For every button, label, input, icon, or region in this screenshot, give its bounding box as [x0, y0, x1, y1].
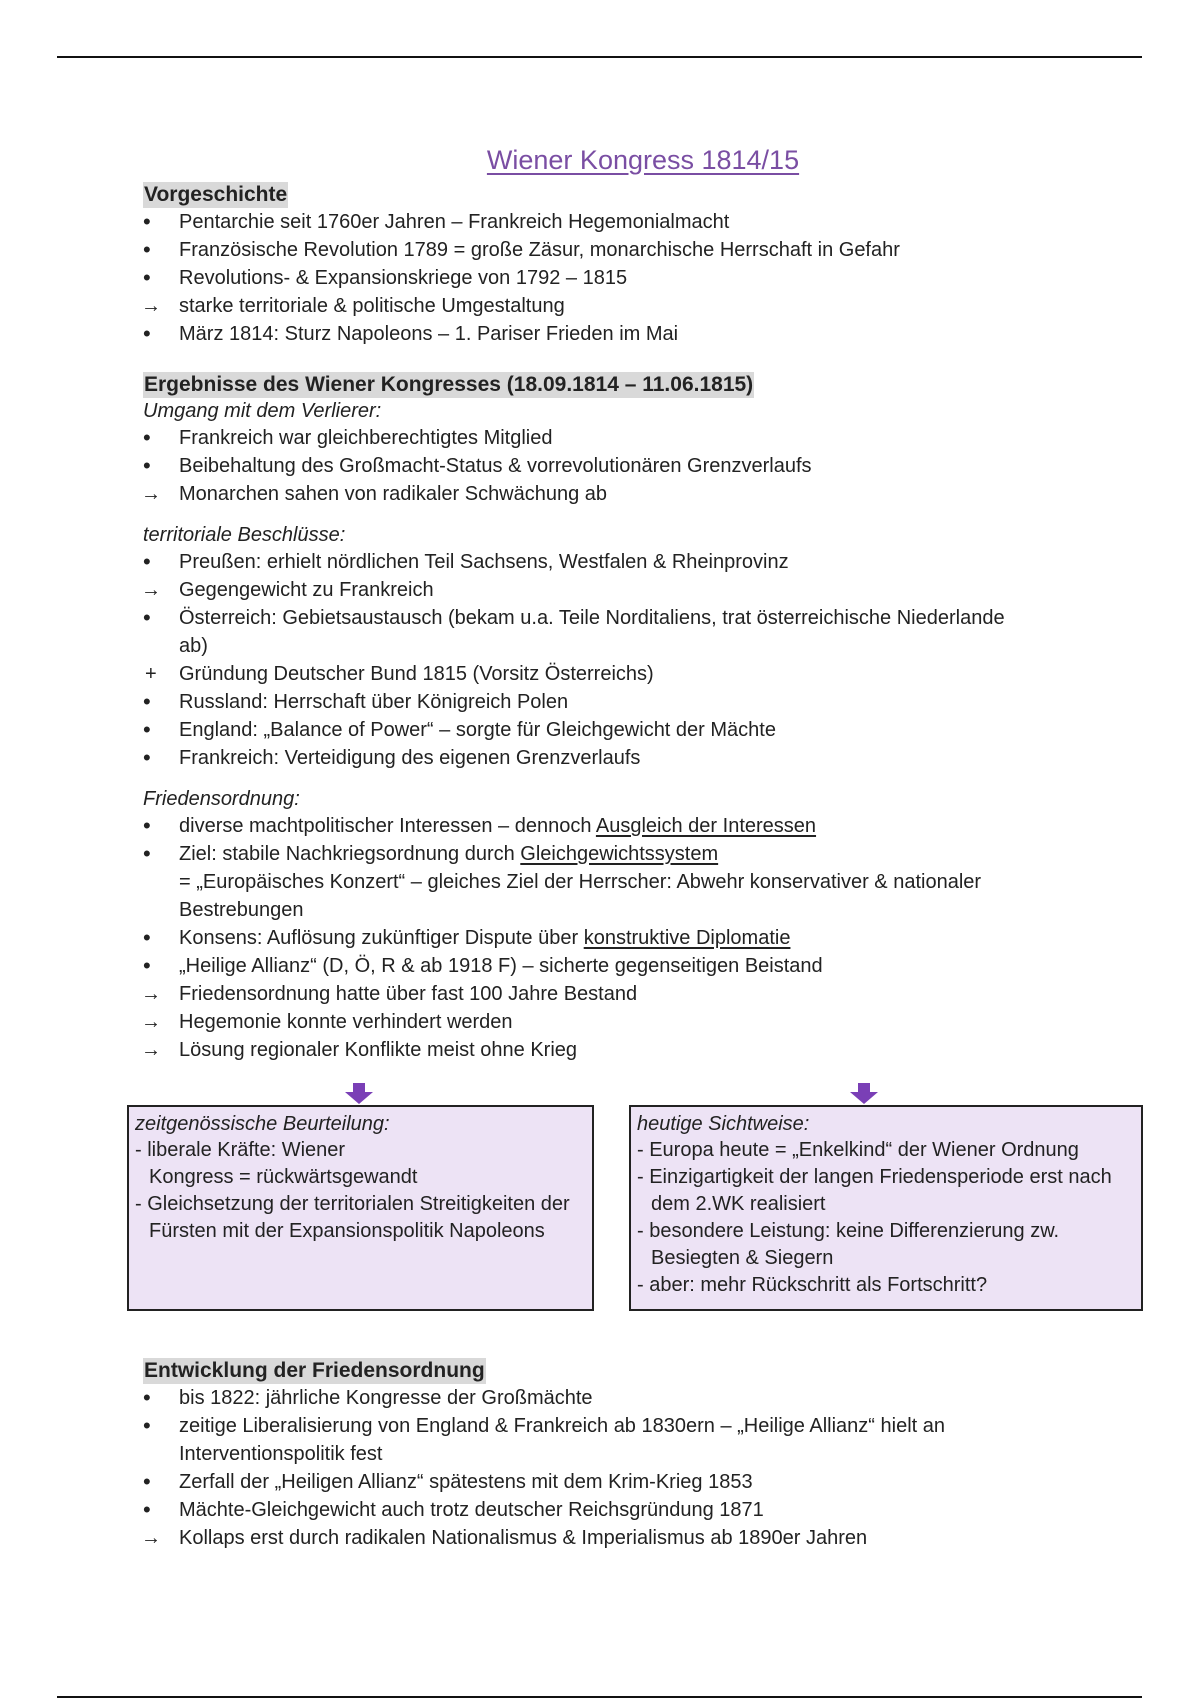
bullet-icon: [143, 236, 173, 265]
list-item: • Mächte-Gleichgewicht auch trotz deutscher Reichsgründung 1871: [143, 1496, 1143, 1524]
list-item: • Beibehaltung des Großmacht-Status & vorrevolutionären Grenzverlaufs: [143, 452, 1143, 480]
bullet-icon: [143, 320, 173, 349]
page-title: Wiener Kongress 1814/15: [486, 145, 800, 175]
bullet-icon: [143, 604, 173, 633]
bullet-icon: [143, 812, 173, 841]
bullet-icon: [143, 1384, 173, 1413]
list-item: → Gegengewicht zu Frankreich: [143, 576, 1143, 604]
bullet-icon: [143, 1468, 173, 1497]
section-heading-ergebnisse: Ergebnisse des Wiener Kongresses (18.09.1814 – 11.06.1815): [144, 373, 754, 396]
arrow-right-icon: [143, 292, 173, 320]
list-item: • Konsens: Auflösung zukünftiger Dispute über konstruktive Diplomatie: [143, 924, 1143, 952]
bullet-icon: [143, 688, 173, 717]
list-item: • Russland: Herrschaft über Königreich Polen: [143, 688, 1143, 716]
bottom-rule: [57, 1696, 1142, 1698]
arrow-right-icon: [143, 1524, 173, 1552]
list-item: • Zerfall der „Heiligen Allianz“ spätestens mit dem Krim-Krieg 1853: [143, 1468, 1143, 1496]
subheading-friedensordnung: Friedensordnung:: [143, 788, 300, 810]
list-item: • Frankreich: Verteidigung des eigenen Grenzverlaufs: [143, 744, 1143, 772]
list-item: • März 1814: Sturz Napoleons – 1. Pariser Frieden im Mai: [143, 320, 1143, 348]
bullet-icon: [143, 952, 173, 981]
box-line: - Gleichsetzung der territorialen Streitigkeiten der Fürsten mit der Expansionspolitik Napoleons: [135, 1193, 570, 1242]
bullet-icon: [143, 264, 173, 293]
list-item: → Lösung regionaler Konflikte meist ohne Krieg: [143, 1036, 1143, 1064]
bullet-icon: [143, 208, 173, 237]
bullet-icon: [143, 716, 173, 745]
modern-view-box: [629, 1105, 1143, 1311]
plus-icon: [143, 660, 173, 688]
list-item: • England: „Balance of Power“ – sorgte für Gleichgewicht der Mächte: [143, 716, 1143, 744]
top-rule: [57, 56, 1142, 58]
friedensordnung-list: [143, 812, 1143, 1064]
vorgeschichte-list: [143, 208, 1143, 348]
bullet-icon: [143, 548, 173, 577]
bullet-icon: [143, 744, 173, 773]
box-line: - liberale Kräfte: Wiener Kongress = rückwärtsgewandt: [135, 1139, 418, 1188]
bullet-icon: [143, 452, 173, 481]
box-title: zeitgenössische Beurteilung:: [135, 1113, 390, 1135]
arrow-right-icon: [143, 480, 173, 508]
list-item: • Ziel: stabile Nachkriegsordnung durch Gleichgewichtssystem = „Europäisches Konzert“ – gleiches Ziel der Herrscher: Abwehr konservativer & nationaler Bestrebungen: [143, 840, 1019, 924]
list-item: • bis 1822: jährliche Kongresse der Großmächte: [143, 1384, 1143, 1412]
umgang-list: [143, 424, 1143, 508]
entwicklung-section: [143, 1358, 1143, 1552]
list-item: • diverse machtpolitischer Interessen – dennoch Ausgleich der Interessen: [143, 812, 1143, 840]
list-item: → starke territoriale & politische Umgestaltung: [143, 292, 1143, 320]
list-item: • Pentarchie seit 1760er Jahren – Frankreich Hegemonialmacht: [143, 208, 1143, 236]
section-heading-entwicklung: Entwicklung der Friedensordnung: [144, 1359, 485, 1382]
box-line: - Einzigartigkeit der langen Friedensperiode erst nach dem 2.WK realisiert: [637, 1166, 1112, 1215]
bullet-icon: [143, 424, 173, 453]
list-item: • Österreich: Gebietsaustausch (bekam u.a. Teile Norditaliens, trat österreichische Niederlande ab): [143, 604, 1019, 660]
list-item: → Kollaps erst durch radikalen Nationalismus & Imperialismus ab 1890er Jahren: [143, 1524, 1143, 1552]
bullet-icon: [143, 1496, 173, 1525]
bullet-icon: [143, 1412, 173, 1441]
list-item: • Preußen: erhielt nördlichen Teil Sachsens, Westfalen & Rheinprovinz: [143, 548, 1143, 576]
arrow-right-icon: [143, 1008, 173, 1036]
list-item: • Französische Revolution 1789 = große Zäsur, monarchische Herrschaft in Gefahr: [143, 236, 1143, 264]
arrow-right-icon: [143, 1036, 173, 1064]
arrow-right-icon: [143, 980, 173, 1008]
list-item: • Frankreich war gleichberechtigtes Mitglied: [143, 424, 1143, 452]
list-item: → Hegemonie konnte verhindert werden: [143, 1008, 1143, 1036]
list-item: → Friedensordnung hatte über fast 100 Jahre Bestand: [143, 980, 1143, 1008]
list-item: • Revolutions- & Expansionskriege von 1792 – 1815: [143, 264, 1143, 292]
list-item: • „Heilige Allianz“ (D, Ö, R & ab 1918 F) – sicherte gegenseitigen Beistand: [143, 952, 1143, 980]
box-title: heutige Sichtweise:: [637, 1113, 810, 1135]
section-heading-vorgeschichte: Vorgeschichte: [144, 183, 288, 206]
document-body: [143, 142, 1143, 1064]
box-line: - besondere Leistung: keine Differenzierung zw. Besiegten & Siegern: [637, 1220, 1060, 1269]
arrow-right-icon: [143, 576, 173, 604]
entwicklung-list: [143, 1384, 1143, 1552]
subheading-territorial: territoriale Beschlüsse:: [143, 524, 346, 546]
subheading-umgang: Umgang mit dem Verlierer:: [143, 400, 382, 422]
box-line: - Europa heute = „Enkelkind“ der Wiener Ordnung: [637, 1139, 1079, 1161]
bullet-icon: [143, 840, 173, 869]
assessment-boxes: [127, 1105, 1143, 1315]
list-item: → Monarchen sahen von radikaler Schwächung ab: [143, 480, 1143, 508]
territorial-list: [143, 548, 1143, 772]
list-item: + Gründung Deutscher Bund 1815 (Vorsitz Österreichs): [143, 660, 1143, 688]
bullet-icon: [143, 924, 173, 953]
list-item: • zeitige Liberalisierung von England & Frankreich ab 1830ern – „Heilige Allianz“ hielt an Interventionspolitik fest: [143, 1412, 1079, 1468]
contemporary-assessment-box: [127, 1105, 594, 1311]
box-line: - aber: mehr Rückschritt als Fortschritt?: [637, 1274, 988, 1296]
